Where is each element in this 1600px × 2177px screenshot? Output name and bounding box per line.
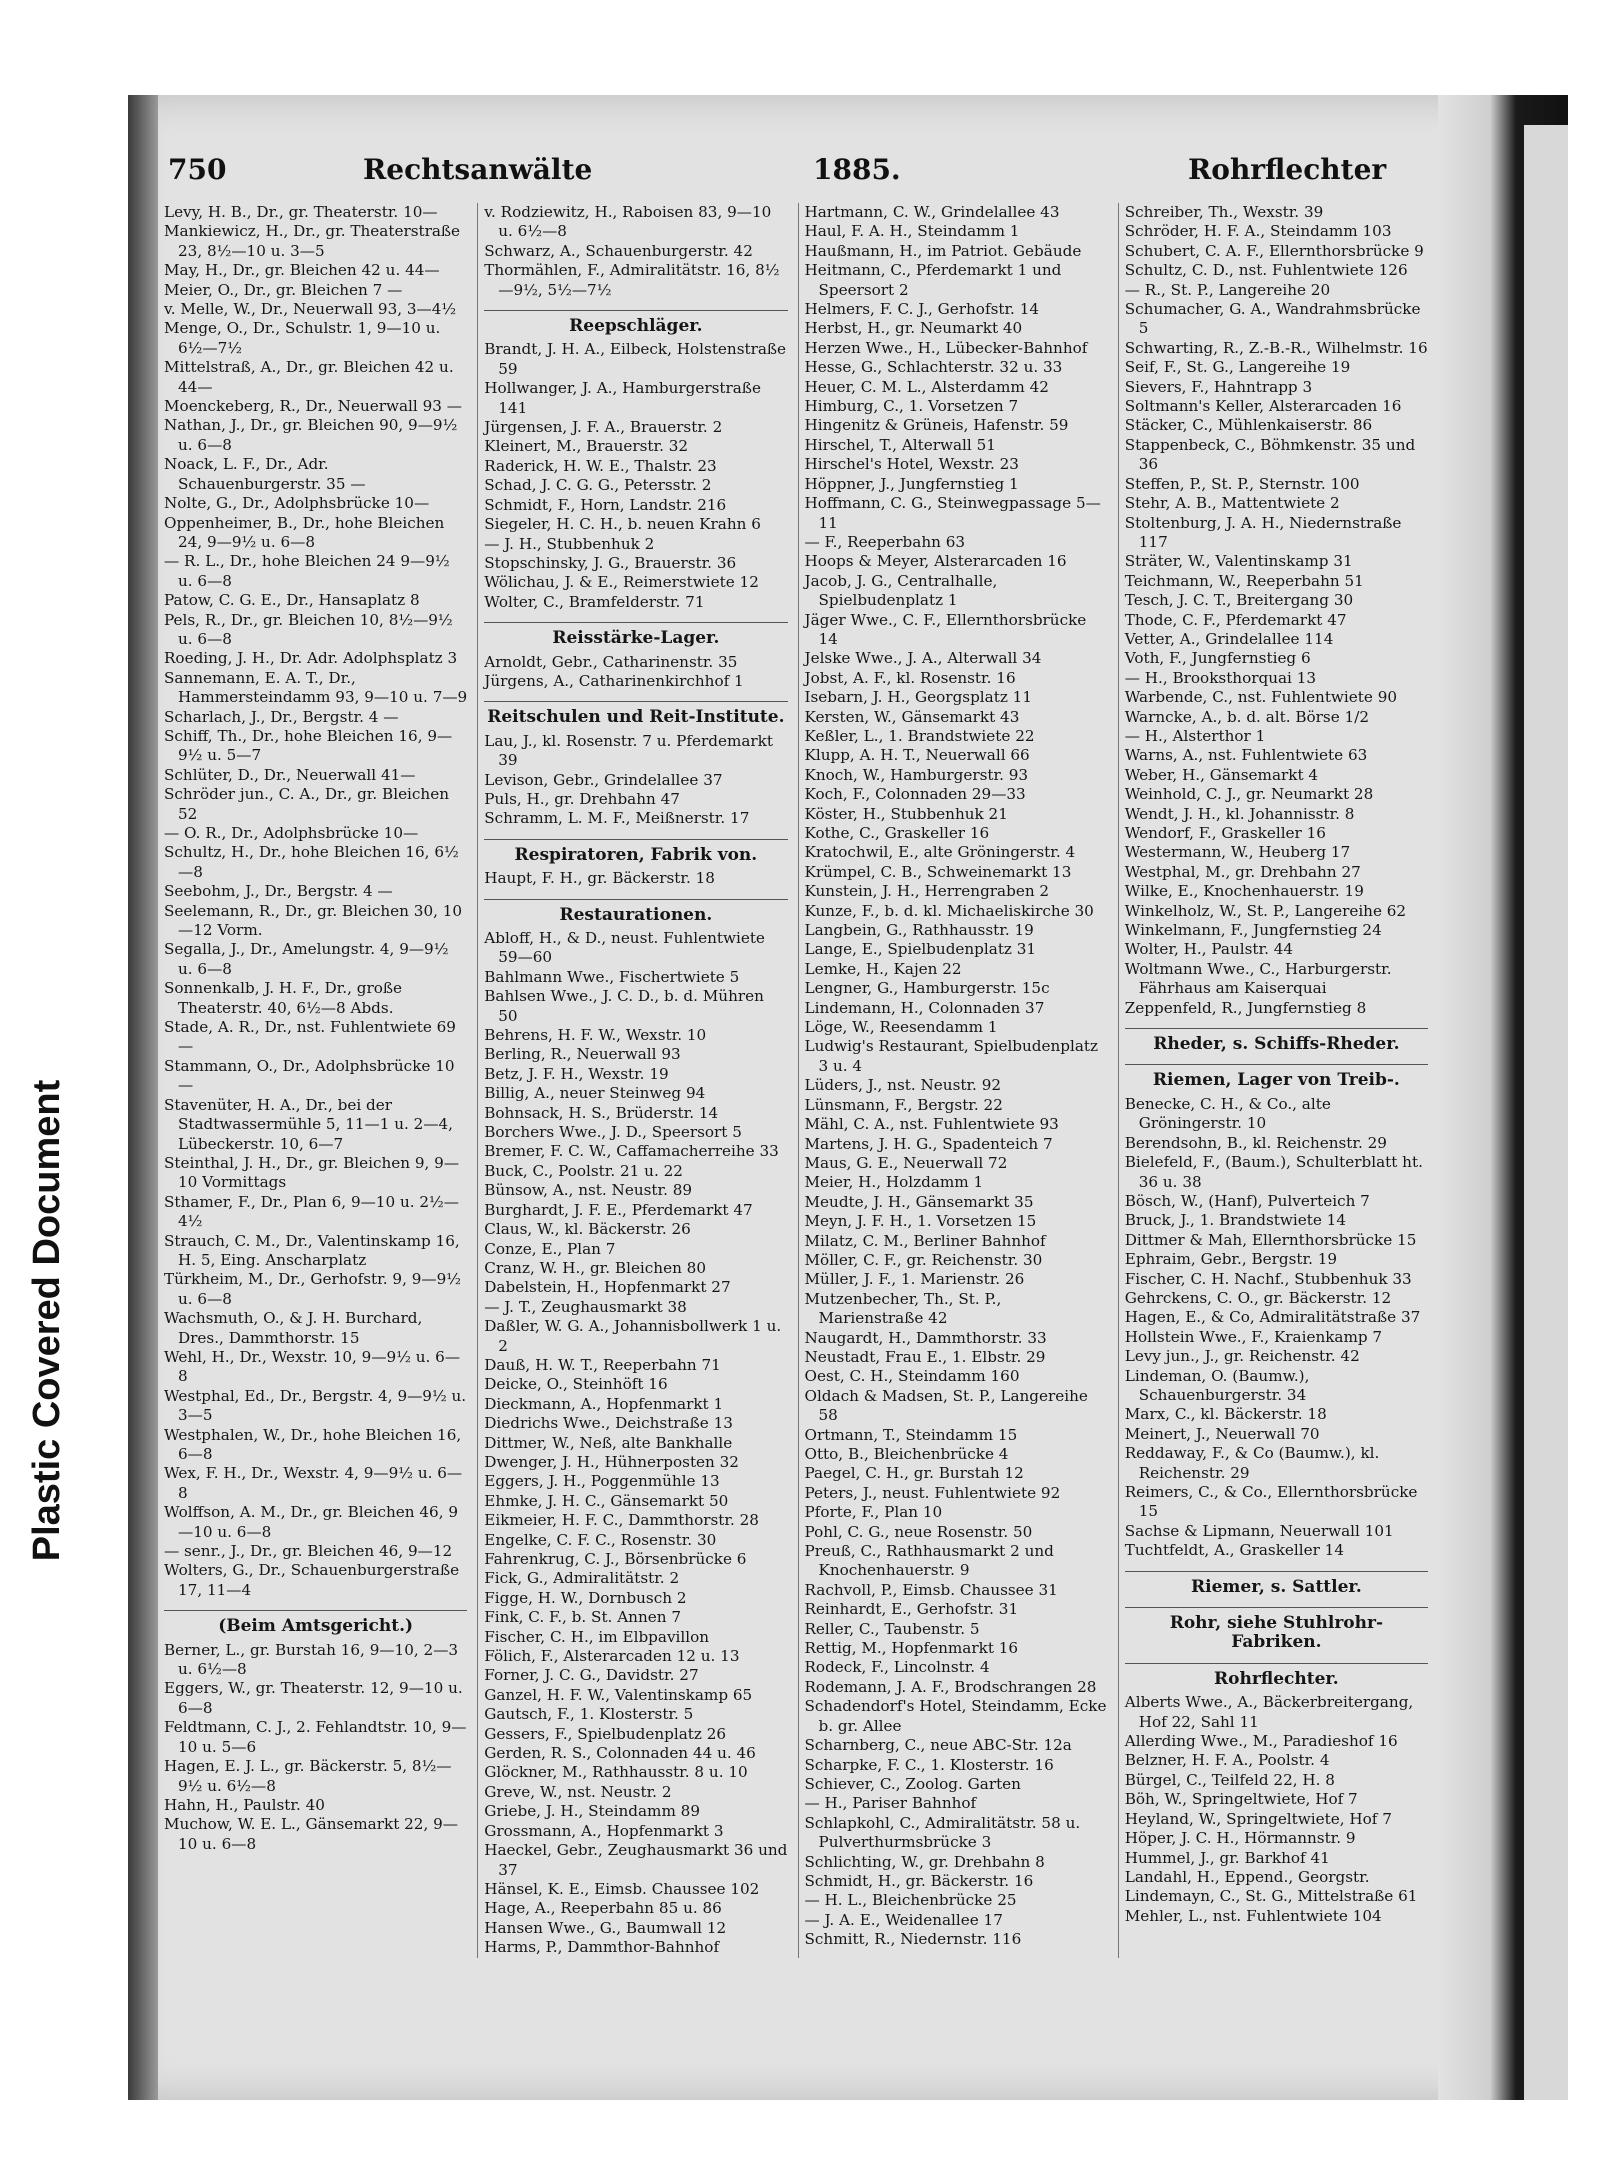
directory-entry: Jelske Wwe., J. A., Alterwall 34 — [804, 649, 1042, 668]
directory-entry: Haul, F. A. H., Steindamm 1 — [804, 222, 1020, 241]
directory-entry: Ephraim, Gebr., Bergstr. 19 — [1124, 1250, 1338, 1269]
directory-entry: Hirschel's Hotel, Wexstr. 23 — [804, 455, 1019, 474]
directory-entry: Schröder, H. F. A., Steindamm 103 — [1124, 222, 1392, 241]
section-heading: Reepschläger. — [484, 310, 787, 336]
directory-entry: Bielefeld, F., (Baum.), Schulterblatt ht. 36 u. 38 — [1124, 1153, 1423, 1191]
directory-entry: Meier, O., Dr., gr. Bleichen 7 — — [164, 280, 403, 299]
directory-entry: Otto, B., Bleichenbrücke 4 — [804, 1445, 1009, 1463]
directory-entry: Himburg, C., 1. Vorsetzen 7 — [804, 397, 1019, 416]
directory-entry: Rettig, M., Hopfenmarkt 16 — [804, 1639, 1019, 1658]
directory-entry: Jobst, A. F., kl. Rosenstr. 16 — [804, 668, 1016, 687]
section-heading: Reitschulen und Reit-Institute. — [484, 701, 787, 727]
directory-entry: Tesch, J. C. T., Breitergang 30 — [1124, 591, 1354, 610]
directory-entry: Lau, J., kl. Rosenstr. 7 u. Pferdemarkt 39 — [484, 731, 773, 770]
directory-entry: Köster, H., Stubbenhuk 21 — [804, 804, 1008, 823]
directory-entry: Westphalen, W., Dr., hohe Bleichen 16, 6—8 — [164, 1425, 462, 1463]
directory-entry: Figge, H. W., Dornbusch 2 — [484, 1588, 687, 1607]
directory-entry: Lindemayn, C., St. G., Mittelstraße 61 — [1124, 1887, 1418, 1906]
section-heading: (Beim Amtsgericht.) — [164, 1610, 467, 1636]
directory-entry: Wachsmuth, O., & J. H. Burchard, Dres., Dammthorstr. 15 — [164, 1309, 423, 1347]
directory-entry: Scharpke, F. C., 1. Klosterstr. 16 — [804, 1755, 1054, 1774]
directory-entry: Pohl, C. G., neue Rosenstr. 50 — [804, 1522, 1033, 1541]
directory-entry: Berling, R., Neuerwall 93 — [484, 1045, 681, 1064]
directory-entry: Hirschel, T., Alterwall 51 — [804, 435, 996, 454]
directory-entry: Wolffson, A. M., Dr., gr. Bleichen 46, 9—10 u. 6—8 — [164, 1503, 459, 1541]
directory-entry: Patow, C. G. E., Dr., Hansaplatz 8 — [164, 591, 420, 610]
directory-entry: Seebohm, J., Dr., Bergstr. 4 — — [164, 882, 393, 901]
directory-entry: Schubert, C. A. F., Ellernthorsbrücke 9 — [1124, 241, 1424, 260]
directory-entry: v. Rodziewitz, H., Raboisen 83, 9—10 u. 6½—8 — [484, 203, 772, 241]
directory-entry: Wex, F. H., Dr., Wexstr. 4, 9—9½ u. 6—8 — [164, 1464, 463, 1502]
directory-entry: Jacob, J. G., Centralhalle, Spielbudenplatz 1 — [804, 571, 998, 610]
left-running-title: Rechtsanwälte — [363, 153, 593, 186]
directory-entry: Hänsel, K. E., Eimsb. Chaussee 102 — [484, 1879, 760, 1898]
directory-entry: Benecke, C. H., & Co., alte Gröningerstr. 10 — [1124, 1094, 1331, 1133]
directory-entry: Engelke, C. F. C., Rosenstr. 30 — [484, 1530, 717, 1549]
directory-entry: — R. L., Dr., hohe Bleichen 24 9—9½ u. 6—8 — [164, 552, 450, 590]
directory-entry: Wolter, C., Bramfelderstr. 71 — [484, 592, 705, 611]
directory-entry: Fischer, C. H., im Elbpavillon — [484, 1627, 710, 1646]
directory-entry: Scharlach, J., Dr., Bergstr. 4 — — [164, 707, 399, 726]
directory-entry: Raderick, H. W. E., Thalstr. 23 — [484, 456, 717, 475]
directory-entry: Bruck, J., 1. Brandstwiete 14 — [1124, 1211, 1346, 1230]
directory-entry: Gerden, R. S., Colonnaden 44 u. 46 — [484, 1744, 756, 1763]
directory-entry: Pels, R., Dr., gr. Bleichen 10, 8½—9½ u. 6—8 — [164, 610, 453, 648]
directory-entry: Conze, E., Plan 7 — [484, 1239, 616, 1258]
directory-entry: Pforte, F., Plan 10 — [804, 1503, 943, 1522]
directory-entry: Haeckel, Gebr., Zeughausmarkt 36 und 37 — [484, 1841, 788, 1879]
directory-entry: Belzner, H. F. A., Poolstr. 4 — [1124, 1751, 1330, 1770]
column-3 — [798, 203, 1108, 1958]
directory-entry: Preuß, C., Rathhausmarkt 2 und Knochenhauerstr. 9 — [804, 1542, 1054, 1580]
directory-entry: Schröder jun., C. A., Dr., gr. Bleichen 52 — [164, 785, 449, 823]
directory-entry: Betz, J. F. H., Wexstr. 19 — [484, 1064, 669, 1083]
directory-entry: Schmidt, H., gr. Bäckerstr. 16 — [804, 1871, 1034, 1890]
directory-entry: Daßler, W. G. A., Johannisbollwerk 1 u. 2 — [484, 1317, 782, 1355]
directory-entry: Strauch, C. M., Dr., Valentinskamp 16, H. 5, Eing. Anscharplatz — [164, 1231, 460, 1269]
directory-entry: Claus, W., kl. Bäckerstr. 26 — [484, 1220, 691, 1239]
directory-entry: Mittelstraß, A., Dr., gr. Bleichen 42 u. 44— — [164, 358, 454, 396]
directory-entry: Schiever, C., Zoolog. Garten — [804, 1774, 1021, 1793]
directory-entry: Sannemann, E. A. T., Dr., Hammersteindamm 93, 9—10 u. 7—9 — [164, 668, 468, 707]
page-shadow — [128, 95, 158, 2100]
directory-entry: Lindemann, H., Colonnaden 37 — [804, 998, 1045, 1017]
directory-entry: Oldach & Madsen, St. P., Langereihe 58 — [804, 1386, 1088, 1425]
directory-entry: Allerding Wwe., M., Paradieshof 16 — [1124, 1732, 1398, 1751]
directory-entry: Dwenger, J. H., Hühnerposten 32 — [484, 1452, 739, 1471]
directory-entry: Bünsow, A., nst. Neustr. 89 — [484, 1181, 693, 1200]
directory-entry: Schiff, Th., Dr., hohe Bleichen 16, 9—9½ u. 5—7 — [164, 726, 453, 765]
column-4 — [1118, 203, 1428, 1958]
section-heading: Riemer, s. Sattler. — [1125, 1571, 1428, 1597]
directory-entry: Lindeman, O. (Baumw.), Schauenburgerstr. 34 — [1124, 1366, 1310, 1404]
directory-entry: Griebe, J. H., Steindamm 89 — [484, 1802, 701, 1821]
directory-entry: Rodemann, J. A. F., Brodschrangen 28 — [804, 1677, 1097, 1696]
section-heading: Rohrflechter. — [1125, 1663, 1428, 1689]
directory-entry: Heuer, C. M. L., Alsterdamm 42 — [804, 377, 1049, 396]
directory-entry: Haupt, F. H., gr. Bäckerstr. 18 — [484, 869, 715, 888]
directory-entry: Moenckeberg, R., Dr., Neuerwall 93 — — [164, 397, 462, 416]
directory-entry: Schlichting, W., gr. Drehbahn 8 — [804, 1852, 1045, 1871]
directory-entry: Höppner, J., Jungfernstieg 1 — [804, 474, 1019, 493]
directory-entry: Lange, E., Spielbudenplatz 31 — [804, 940, 1037, 959]
directory-entry: Ludwig's Restaurant, Spielbudenplatz 3 u. 4 — [804, 1037, 1099, 1075]
directory-entry: Schlapkohl, C., Admiralitätstr. 58 u. Pulverthurmsbrücke 3 — [804, 1813, 1081, 1852]
directory-entry: Sievers, F., Hahntrapp 3 — [1124, 377, 1313, 396]
directory-entry: Levy jun., J., gr. Reichenstr. 42 — [1124, 1347, 1360, 1366]
directory-entry: Greve, W., nst. Neustr. 2 — [484, 1782, 672, 1801]
directory-entry: Naugardt, H., Dammthorstr. 33 — [804, 1328, 1047, 1347]
directory-entry: Woltmann Wwe., C., Harburgerstr. Fährhaus am Kaiserquai — [1124, 959, 1392, 998]
directory-entry: Puls, H., gr. Drehbahn 47 — [484, 789, 680, 808]
directory-entry: — H., Pariser Bahnhof — [804, 1794, 977, 1813]
directory-entry: Fink, C. F., b. St. Annen 7 — [484, 1608, 682, 1627]
directory-entry: Billig, A., neuer Steinweg 94 — [484, 1084, 706, 1103]
directory-entry: Ehmke, J. H. C., Gänsemarkt 50 — [484, 1491, 729, 1510]
directory-entry: May, H., Dr., gr. Bleichen 42 u. 44— — [164, 261, 440, 280]
directory-entry: Harms, P., Dammthor-Bahnhof — [484, 1938, 720, 1957]
directory-entry: Feldtmann, C. J., 2. Fehlandtstr. 10, 9—10 u. 5—6 — [164, 1718, 467, 1756]
directory-entry: Bremer, F. C. W., Caffamacherreihe 33 — [484, 1142, 779, 1161]
directory-entry: Teichmann, W., Reeperbahn 51 — [1124, 571, 1364, 590]
directory-entry: Fahrenkrug, C. J., Börsenbrücke 6 — [484, 1550, 747, 1568]
directory-entry: Müller, J. F., 1. Marienstr. 26 — [804, 1270, 1025, 1289]
directory-entry: Scharnberg, C., neue ABC-Str. 12a — [804, 1736, 1072, 1755]
directory-entry: Lünsmann, F., Bergstr. 22 — [804, 1095, 1003, 1114]
directory-entry: Sträter, W., Valentinskamp 31 — [1124, 552, 1353, 571]
directory-entry: Weber, H., Gänsemarkt 4 — [1124, 765, 1319, 784]
directory-entry: Mähl, C. A., nst. Fuhlentwiete 93 — [804, 1115, 1059, 1134]
directory-entry: Kunstein, J. H., Herrengraben 2 — [804, 882, 1050, 901]
directory-entry: Dieckmann, A., Hopfenmarkt 1 — [484, 1394, 724, 1413]
directory-entry: Ganzel, H. F. W., Valentinskamp 65 — [484, 1685, 753, 1704]
directory-entry: Wilke, E., Knochenhauerstr. 19 — [1124, 882, 1364, 901]
column-1 — [158, 203, 467, 1958]
year: 1885. — [813, 153, 901, 186]
directory-entry: Berendsohn, B., kl. Reichenstr. 29 — [1124, 1133, 1387, 1152]
directory-entry: Heyland, W., Springeltwiete, Hof 7 — [1124, 1809, 1392, 1828]
section-heading: Rheder, s. Schiffs-Rheder. — [1125, 1028, 1428, 1054]
directory-entry: — R., St. P., Langereihe 20 — [1124, 280, 1331, 299]
directory-entry: Cranz, W. H., gr. Bleichen 80 — [484, 1258, 707, 1277]
directory-entry: Steinthal, J. H., Dr., gr. Bleichen 9, 9—10 Vormittags — [164, 1153, 460, 1192]
directory-entry: Langbein, G., Rathhausstr. 19 — [804, 921, 1034, 940]
side-label-text: Plastic Covered Document — [26, 1079, 69, 1561]
directory-entry: Kratochwil, E., alte Gröningerstr. 4 — [804, 843, 1076, 862]
section-heading: Reisstärke-Lager. — [484, 622, 787, 648]
directory-entry: — H. L., Bleichenbrücke 25 — [804, 1891, 1017, 1910]
column-2 — [477, 203, 787, 1958]
directory-entry: Meudte, J. H., Gänsemarkt 35 — [804, 1192, 1034, 1211]
directory-entry: Paegel, C. H., gr. Burstah 12 — [804, 1464, 1024, 1483]
directory-entry: Hummel, J., gr. Barkhof 41 — [1124, 1848, 1330, 1867]
directory-entry: Ortmann, T., Steindamm 15 — [804, 1425, 1018, 1444]
directory-entry: Sachse & Lipmann, Neuerwall 101 — [1124, 1521, 1394, 1540]
directory-entry: Glöckner, M., Rathhausstr. 8 u. 10 — [484, 1763, 748, 1782]
directory-entry: Schlüter, D., Dr., Neuerwall 41— — [164, 765, 416, 784]
directory-entry: Meinert, J., Neuerwall 70 — [1124, 1424, 1320, 1443]
directory-entry: Eggers, W., gr. Theaterstr. 12, 9—10 u. 6—8 — [164, 1679, 463, 1717]
directory-entry: Fischer, C. H. Nachf., Stubbenhuk 33 — [1124, 1269, 1412, 1288]
directory-entry: Meyn, J. F. H., 1. Vorsetzen 15 — [804, 1212, 1037, 1231]
directory-entry: Jäger Wwe., C. F., Ellernthorsbrücke 14 — [804, 610, 1087, 648]
directory-entry: — J. A. E., Weidenallee 17 — [804, 1910, 1003, 1929]
directory-entry: Bohnsack, H. S., Brüderstr. 14 — [484, 1103, 719, 1122]
directory-entry: — O. R., Dr., Adolphsbrücke 10— — [164, 824, 419, 842]
directory-entry: Nolte, G., Dr., Adolphsbrücke 10— — [164, 494, 430, 513]
directory-entry: — senr., J., Dr., gr. Bleichen 46, 9—12 — [164, 1542, 453, 1561]
directory-entry: Schmitt, R., Niedernstr. 116 — [804, 1930, 1022, 1949]
section-heading: Restaurationen. — [484, 899, 787, 925]
directory-entry: Fölich, F., Alsterarcaden 12 u. 13 — [484, 1647, 740, 1666]
directory-entry: Thormählen, F., Admiralitätstr. 16, 8½—9½, 5½—7½ — [484, 261, 780, 299]
directory-entry: Meier, H., Holzdamm 1 — [804, 1173, 984, 1192]
directory-entry: Schumacher, G. A., Wandrahmsbrücke 5 — [1124, 300, 1421, 338]
directory-entry: Hesse, G., Schlachterstr. 32 u. 33 — [804, 358, 1063, 377]
directory-entry: Voth, F., Jungfernstieg 6 — [1124, 649, 1311, 668]
directory-entry: Rodeck, F., Lincolnstr. 4 — [804, 1658, 990, 1677]
directory-entry: Zeppenfeld, R., Jungfernstieg 8 — [1124, 998, 1367, 1017]
directory-entry: Schwarting, R., Z.-B.-R., Wilhelmstr. 16 — [1124, 338, 1428, 357]
directory-entry: Möller, C. F., gr. Reichenstr. 30 — [804, 1250, 1043, 1269]
directory-entry: Menge, O., Dr., Schulstr. 1, 9—10 u. 6½—7½ — [164, 319, 441, 357]
directory-entry: Hagen, E. J. L., gr. Bäckerstr. 5, 8½—9½ u. 6½—8 — [164, 1757, 452, 1795]
directory-entry: Oest, C. H., Steindamm 160 — [804, 1367, 1020, 1386]
directory-entry: Mutzenbecher, Th., St. P., Marienstraße 42 — [804, 1289, 1002, 1328]
directory-entry: Neustadt, Frau E., 1. Elbstr. 29 — [804, 1347, 1046, 1366]
directory-entry: Westphal, Ed., Dr., Bergstr. 4, 9—9½ u. 3—5 — [164, 1386, 467, 1425]
directory-entry: Stade, A. R., Dr., nst. Fuhlentwiete 69 — — [164, 1018, 456, 1056]
directory-entry: Kleinert, M., Brauerstr. 32 — [484, 437, 689, 456]
directory-entry: Warbende, C., nst. Fuhlentwiete 90 — [1124, 688, 1398, 707]
directory-entry: Schreiber, Th., Wexstr. 39 — [1124, 203, 1324, 221]
directory-entry: Segalla, J., Dr., Amelungstr. 4, 9—9½ u. 6—8 — [164, 940, 449, 978]
directory-entry: Bürgel, C., Teilfeld 22, H. 8 — [1124, 1770, 1335, 1789]
directory-entry: Winkelmann, F., Jungfernstieg 24 — [1124, 921, 1382, 940]
directory-entry: — F., Reeperbahn 63 — [804, 532, 966, 551]
directory-entry: Schultz, H., Dr., hohe Bleichen 16, 6½—8 — [164, 843, 459, 881]
directory-entry: Thode, C. F., Pferdemarkt 47 — [1124, 610, 1347, 629]
directory-entry: Seif, F., St. G., Langereihe 19 — [1124, 358, 1351, 377]
directory-entry: Klupp, A. H. T., Neuerwall 66 — [804, 746, 1030, 765]
directory-entry: Hoffmann, C. G., Steinwegpassage 5—11 — [804, 494, 1101, 532]
directory-entry: Stappenbeck, C., Böhmkenstr. 35 und 36 — [1124, 435, 1416, 474]
directory-entry: Gessers, F., Spielbudenplatz 26 — [484, 1724, 727, 1743]
directory-entry: Hagen, E., & Co, Admiralitätstraße 37 — [1124, 1308, 1421, 1327]
directory-entry: Hollwanger, J. A., Hamburgerstraße 141 — [484, 379, 761, 417]
directory-entry: Brandt, J. H. A., Eilbeck, Holstenstraße 59 — [484, 340, 787, 378]
facing-page-edge — [1524, 125, 1568, 2100]
directory-entry: Kunze, F., b. d. kl. Michaeliskirche 30 — [804, 901, 1094, 920]
directory-entry: Tuchtfeldt, A., Graskeller 14 — [1124, 1541, 1344, 1560]
directory-entry: Gehrckens, C. O., gr. Bäckerstr. 12 — [1124, 1288, 1392, 1307]
directory-entry: Weinhold, C. J., gr. Neumarkt 28 — [1124, 785, 1374, 804]
directory-entry: Herbst, H., gr. Neumarkt 40 — [804, 319, 1023, 338]
directory-entry: Maus, G. E., Neuerwall 72 — [804, 1153, 1008, 1172]
directory-entry: Herzen Wwe., H., Lübecker-Bahnhof — [804, 338, 1088, 357]
directory-entry: Lemke, H., Kajen 22 — [804, 959, 962, 978]
directory-entry: Behrens, H. F. W., Wexstr. 10 — [484, 1026, 707, 1045]
directory-entry: Wehl, H., Dr., Wexstr. 10, 9—9½ u. 6—8 — [164, 1347, 461, 1386]
directory-entry: Hingenitz & Grüneis, Hafenstr. 59 — [804, 416, 1069, 435]
directory-entry: Warncke, A., b. d. alt. Börse 1/2 — [1124, 707, 1369, 726]
directory-entry: Buck, C., Poolstr. 21 u. 22 — [484, 1161, 683, 1180]
directory-entry: — J. T., Zeughausmarkt 38 — [484, 1297, 687, 1316]
directory-entry: Mankiewicz, H., Dr., gr. Theaterstraße 23, 8½—10 u. 3—5 — [164, 222, 461, 260]
directory-entry: Sonnenkalb, J. H. F., Dr., große Theaterstr. 40, 6½—8 Abds. — [164, 979, 402, 1017]
directory-entry: Reller, C., Taubenstr. 5 — [804, 1619, 980, 1638]
directory-entry: Vetter, A., Grindelallee 114 — [1124, 629, 1334, 648]
directory-entry: Deicke, O., Steinhöft 16 — [484, 1375, 668, 1394]
directory-entry: Oppenheimer, B., Dr., hohe Bleichen 24, 9—9½ u. 6—8 — [164, 513, 445, 551]
directory-entry: Siegeler, H. C. H., b. neuen Krahn 6 — [484, 515, 761, 534]
directory-entry: Westermann, W., Heuberg 17 — [1124, 843, 1351, 862]
directory-entry: Hoops & Meyer, Alsterarcaden 16 — [804, 552, 1067, 571]
directory-entry: Türkheim, M., Dr., Gerhofstr. 9, 9—9½ u. 6—8 — [164, 1270, 461, 1308]
page-number: 750 — [168, 153, 227, 186]
directory-entry: Reinhardt, E., Gerhofstr. 31 — [804, 1600, 1019, 1619]
directory-entry: Arnoldt, Gebr., Catharinenstr. 35 — [484, 652, 738, 671]
directory-entry: Nathan, J., Dr., gr. Bleichen 90, 9—9½ u. 6—8 — [164, 416, 458, 454]
directory-entry: Forner, J. C. G., Davidstr. 27 — [484, 1666, 699, 1685]
section-heading: Riemen, Lager von Treib-. — [1125, 1064, 1428, 1090]
directory-entry: Rachvoll, P., Eimsb. Chaussee 31 — [804, 1580, 1058, 1599]
directory-entry: Warns, A., nst. Fuhlentwiete 63 — [1124, 746, 1368, 765]
right-running-title: Rohrflechter — [1188, 153, 1387, 186]
directory-entry: Berner, L., gr. Burstah 16, 9—10, 2—3 u. 6½—8 — [164, 1640, 459, 1679]
directory-entry: Muchow, W. E. L., Gänsemarkt 22, 9—10 u. 6—8 — [164, 1815, 458, 1853]
directory-entry: Hage, A., Reeperbahn 85 u. 86 — [484, 1899, 722, 1918]
directory-entry: Eggers, J. H., Poggenmühle 13 — [484, 1472, 720, 1491]
directory-entry: Lüders, J., nst. Neustr. 92 — [804, 1076, 1002, 1095]
directory-entry: Stavenüter, H. A., Dr., bei der Stadtwassermühle 5, 11—1 u. 2—4, Lübeckerstr. 10, 6—7 — [164, 1095, 454, 1153]
directory-entry: Westphal, M., gr. Drehbahn 27 — [1124, 862, 1361, 881]
directory-entry: Wendorf, F., Graskeller 16 — [1124, 824, 1326, 842]
directory-entry: Jürgens, A., Catharinenkirchhof 1 — [484, 671, 744, 690]
directory-entry: Stehr, A. B., Mattentwiete 2 — [1124, 494, 1340, 513]
directory-entry: Reimers, C., & Co., Ellernthorsbrücke 15 — [1124, 1483, 1418, 1521]
directory-entry: Marx, C., kl. Bäckerstr. 18 — [1124, 1405, 1327, 1424]
directory-entry: Lengner, G., Hamburgerstr. 15c — [804, 979, 1050, 998]
directory-entry: — H., Brooksthorquai 13 — [1124, 668, 1317, 687]
directory-entry: Grossmann, A., Hopfenmarkt 3 — [484, 1821, 724, 1840]
directory-entry: Wolters, G., Dr., Schauenburgerstraße 17, 11—4 — [164, 1561, 460, 1599]
directory-entry: Krümpel, C. B., Schweinemarkt 13 — [804, 862, 1072, 881]
directory-entry: Schramm, L. M. F., Meißnerstr. 17 — [484, 809, 750, 828]
directory-entry: Noack, L. F., Dr., Adr. Schauenburgerstr. 35 — — [164, 455, 366, 493]
section-heading: Rohr, siehe Stuhlrohr-Fabriken. — [1125, 1607, 1428, 1653]
directory-entry: Diedrichs Wwe., Deichstraße 13 — [484, 1414, 733, 1433]
directory-entry: Höper, J. C. H., Hörmannstr. 9 — [1124, 1829, 1356, 1848]
directory-entry: Martens, J. H. G., Spadenteich 7 — [804, 1134, 1053, 1153]
directory-entry: Borchers Wwe., J. D., Speersort 5 — [484, 1123, 742, 1142]
directory-entry: Schwarz, A., Schauenburgerstr. 42 — [484, 241, 753, 260]
directory-entry: Dittmer, W., Neß, alte Bankhalle — [484, 1433, 733, 1452]
directory-entry: Roeding, J. H., Dr. Adr. Adolphsplatz 3 — [164, 649, 458, 668]
directory-entry: Löge, W., Reesendamm 1 — [804, 1018, 998, 1037]
directory-entry: Dittmer & Mah, Ellernthorsbrücke 15 — [1124, 1230, 1417, 1249]
directory-entry: Schultz, C. D., nst. Fuhlentwiete 126 — [1124, 261, 1408, 280]
directory-entry: Bahlsen Wwe., J. C. D., b. d. Mühren 50 — [484, 987, 764, 1025]
directory-entry: Kothe, C., Graskeller 16 — [804, 824, 990, 842]
directory-entry: Gautsch, F., 1. Klosterstr. 5 — [484, 1705, 694, 1724]
directory-entry: Schad, J. C. G. G., Petersstr. 2 — [484, 476, 712, 495]
directory-entry: Heitmann, C., Pferdemarkt 1 und Speersort 2 — [804, 261, 1062, 299]
directory-entry: Reddaway, F., & Co (Baumw.), kl. Reichenstr. 29 — [1124, 1444, 1380, 1482]
page-header — [158, 153, 1428, 203]
directory-entry: Hansen Wwe., G., Baumwall 12 — [484, 1918, 727, 1937]
directory-entry: Stoltenburg, J. A. H., Niedernstraße 117 — [1124, 513, 1402, 551]
directory-entry: Sthamer, F., Dr., Plan 6, 9—10 u. 2½—4½ — [164, 1192, 459, 1231]
directory-entry: Bösch, W., (Hanf), Pulverteich 7 — [1124, 1191, 1370, 1210]
directory-entry: Hollstein Wwe., F., Kraienkamp 7 — [1124, 1327, 1383, 1346]
directory-entry: Peters, J., neust. Fuhlentwiete 92 — [804, 1483, 1061, 1502]
scanned-page — [128, 95, 1568, 2100]
directory-entry: Jürgensen, J. F. A., Brauerstr. 2 — [484, 418, 723, 437]
directory-entry: Hartmann, C. W., Grindelallee 43 — [804, 203, 1060, 221]
directory-entry: Haußmann, H., im Patriot. Gebäude — [804, 241, 1082, 260]
directory-entry: Bahlmann Wwe., Fischertwiete 5 — [484, 967, 740, 986]
directory-entry: Böh, W., Springeltwiete, Hof 7 — [1124, 1790, 1358, 1809]
directory-entry: Stopschinsky, J. G., Brauerstr. 36 — [484, 553, 737, 572]
directory-entry: Stammann, O., Dr., Adolphsbrücke 10 — — [164, 1056, 455, 1095]
directory-entry: Koch, F., Colonnaden 29—33 — [804, 785, 1026, 804]
directory-entry: Levy, H. B., Dr., gr. Theaterstr. 10— — [164, 203, 438, 221]
directory-entry: Kersten, W., Gänsemarkt 43 — [804, 707, 1020, 726]
directory-entry: Soltmann's Keller, Alsterarcaden 16 — [1124, 397, 1402, 416]
directory-entry: Seelemann, R., Dr., gr. Bleichen 30, 10—12 Vorm. — [164, 901, 463, 940]
directory-entry: Dauß, H. W. T., Reeperbahn 71 — [484, 1355, 721, 1374]
directory-entry: Winkelholz, W., St. P., Langereihe 62 — [1124, 901, 1407, 920]
directory-entry: Wolter, H., Paulstr. 44 — [1124, 940, 1294, 959]
directory-entry: Mehler, L., nst. Fuhlentwiete 104 — [1124, 1906, 1382, 1925]
directory-entry: Knoch, W., Hamburgerstr. 93 — [804, 765, 1029, 784]
directory-entry: Dabelstein, H., Hopfenmarkt 27 — [484, 1278, 731, 1297]
directory-entry: Milatz, C. M., Berliner Bahnhof — [804, 1231, 1046, 1250]
directory-entry: Schadendorf's Hotel, Steindamm, Ecke b. gr. Allee — [804, 1697, 1107, 1735]
directory-entry: Levison, Gebr., Grindelallee 37 — [484, 770, 723, 789]
directory-entry: Hahn, H., Paulstr. 40 — [164, 1795, 325, 1814]
directory-entry: Helmers, F. C. J., Gerhofstr. 14 — [804, 300, 1040, 319]
directory-entry: Keßler, L., 1. Brandstwiete 22 — [804, 726, 1035, 745]
directory-entry: Stäcker, C., Mühlenkaiserstr. 86 — [1124, 416, 1373, 435]
directory-entry: — H., Alsterthor 1 — [1124, 726, 1266, 745]
directory-entry: Isebarn, J. H., Georgsplatz 11 — [804, 688, 1032, 707]
directory-entry: Wendt, J. H., kl. Johannisstr. 8 — [1124, 804, 1355, 823]
directory-entry: Landahl, H., Eppend., Georgstr. — [1124, 1867, 1370, 1886]
directory-entry: v. Melle, W., Dr., Neuerwall 93, 3—4½ — [164, 300, 457, 319]
side-label — [18, 1040, 78, 1600]
directory-entry: Eikmeier, H. F. C., Dammthorstr. 28 — [484, 1511, 759, 1530]
directory-entry: Burghardt, J. F. E., Pferdemarkt 47 — [484, 1200, 753, 1219]
directory-entry: Schmidt, F., Horn, Landstr. 216 — [484, 495, 727, 514]
section-heading: Respiratoren, Fabrik von. — [484, 839, 787, 865]
directory-columns — [158, 203, 1428, 1958]
directory-entry: — J. H., Stubbenhuk 2 — [484, 534, 655, 553]
directory-entry: Steffen, P., St. P., Sternstr. 100 — [1124, 474, 1360, 493]
directory-entry: Alberts Wwe., A., Bäckerbreitergang, Hof 22, Sahl 11 — [1124, 1693, 1414, 1731]
directory-entry: Wölichau, J. & E., Reimerstwiete 12 — [484, 573, 759, 592]
directory-entry: Fick, G., Admiralitätstr. 2 — [484, 1569, 680, 1588]
directory-entry: Abloff, H., & D., neust. Fuhlentwiete 59—60 — [484, 929, 765, 967]
